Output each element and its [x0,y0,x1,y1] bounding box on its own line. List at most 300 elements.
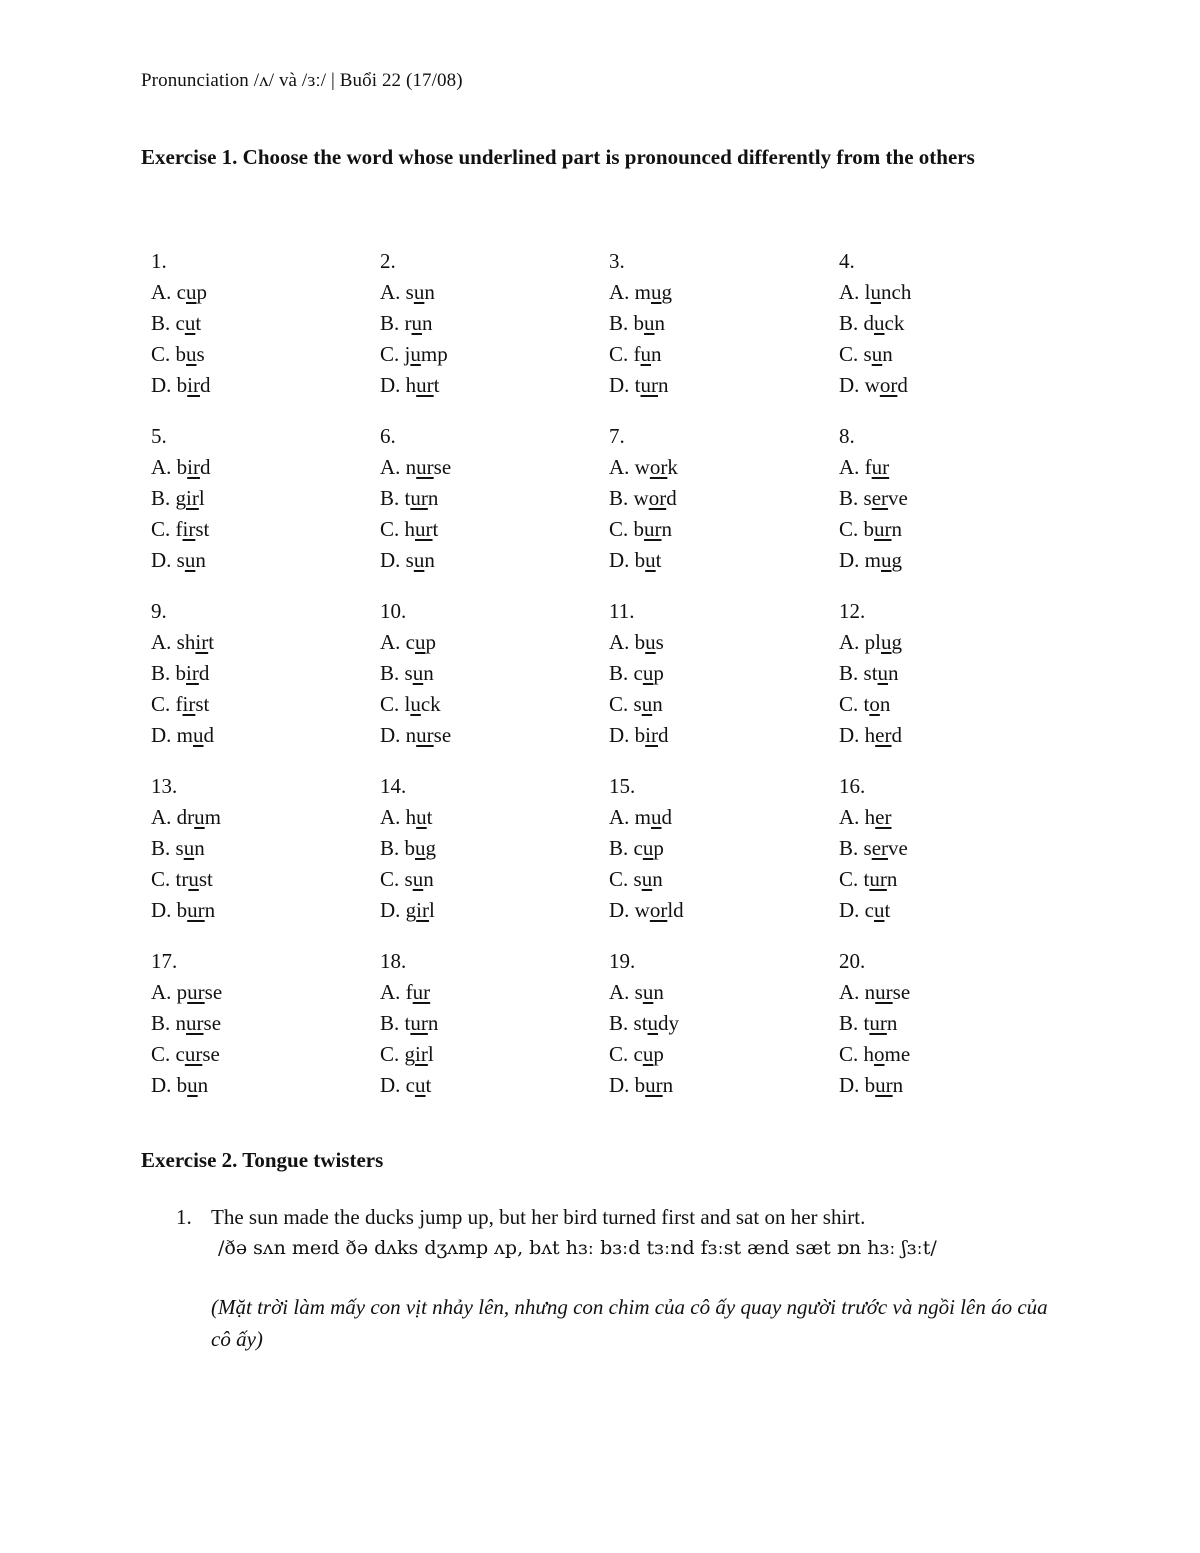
word-suffix: t [884,898,891,922]
word-prefix: s [175,836,184,860]
word-suffix: n [882,342,893,366]
word-prefix: b [176,1073,188,1097]
option-letter: C. [609,692,634,716]
question-block [609,946,839,1101]
underlined-part: u [870,280,882,304]
underlined-part: ir [195,630,209,654]
option-letter: C. [380,517,405,541]
word-prefix: b [633,517,645,541]
word-suffix: t [195,311,202,335]
tongue-twister-ipa: /ðə sʌn meɪd ðə dʌks dʒʌmp ʌp, bʌt hɜː bɜːd tɜːnd fɜːst ænd sæt ɒn hɜː ʃɜːt/ [218,1237,937,1259]
word-suffix: p [425,630,436,654]
question-block [609,596,839,751]
tongue-twister-sentence: The sun made the ducks jump up, but her bird turned first and sat on her shirt. [211,1205,866,1229]
option-letter: C. [380,1042,405,1066]
word-suffix: n [652,867,663,891]
underlined-part: u [415,1073,426,1097]
question-number: 19. [609,949,636,973]
answer-option [839,1008,1068,1039]
answer-option [609,1070,839,1101]
word-suffix: k [667,455,678,479]
option-letter: B. [380,486,405,510]
answer-option [609,1039,839,1070]
word-prefix: st [633,1011,648,1035]
word-suffix: ve [888,486,908,510]
underlined-part: ir [187,373,200,397]
word-prefix: dr [176,805,195,829]
word-prefix: s [405,548,414,572]
word-prefix: c [633,1042,643,1066]
answer-option [380,720,609,751]
word-prefix: c [175,311,185,335]
underlined-part: ur [869,867,887,891]
word-prefix: st [863,661,878,685]
word-prefix: pl [864,630,882,654]
option-letter: B. [151,836,176,860]
answer-option [839,370,1068,401]
word-suffix: dy [658,1011,680,1035]
option-letter: C. [151,517,176,541]
underlined-part: u [642,836,654,860]
underlined-part: ur [187,980,205,1004]
question-block [380,246,609,401]
word-prefix: t [634,373,641,397]
question-number: 18. [380,949,407,973]
answer-option [839,895,1068,926]
word-suffix: d [658,723,669,747]
answer-option [151,1008,380,1039]
word-prefix: s [404,661,413,685]
option-letter: C. [609,1042,634,1066]
underlined-part: u [644,311,655,335]
word-suffix: se [433,455,452,479]
answer-option [609,1008,839,1039]
answer-option [151,277,380,308]
option-letter: A. [151,980,177,1004]
answer-option [151,658,380,689]
word-prefix: b [634,548,646,572]
word-prefix: b [175,342,187,366]
answer-option [151,802,380,833]
word-prefix: b [634,630,646,654]
answer-option [151,720,380,751]
underlined-part: ir [415,1042,428,1066]
answer-option [151,308,380,339]
answer-option [151,895,380,926]
underlined-part: ir [186,486,199,510]
underlined-part: er [871,486,889,510]
word-suffix: n [194,836,205,860]
answer-option [609,483,839,514]
word-prefix: b [634,1073,646,1097]
answer-option [839,339,1068,370]
question-number: 17. [151,949,178,973]
word-prefix: c [864,898,874,922]
underlined-part: ir [186,661,199,685]
underlined-part: o [874,1042,885,1066]
answer-option [609,545,839,576]
underlined-part: u [641,692,653,716]
underlined-part: u [647,1011,659,1035]
word-prefix: n [864,980,876,1004]
option-letter: D. [380,898,406,922]
underlined-part: u [187,1073,198,1097]
option-letter: B. [380,311,405,335]
underlined-part: u [412,661,424,685]
option-letter: B. [839,486,864,510]
word-suffix: s [196,342,205,366]
word-suffix: t [208,630,215,654]
answer-option [380,895,609,926]
answer-option [380,514,609,545]
word-prefix: n [405,723,417,747]
option-letter: A. [380,630,406,654]
word-suffix: g [661,280,673,304]
word-prefix: f [864,455,872,479]
answer-option [151,977,380,1008]
word-prefix: c [405,1073,415,1097]
word-suffix: n [195,548,206,572]
underlined-part: ur [416,455,434,479]
word-suffix: d [198,661,210,685]
option-letter: C. [839,342,864,366]
underlined-part: u [645,630,656,654]
word-suffix: l [198,486,205,510]
word-prefix: b [634,723,646,747]
word-prefix: h [405,373,417,397]
answer-option [839,308,1068,339]
word-suffix: d [897,373,908,397]
underlined-part: u [881,548,892,572]
word-prefix: w [864,373,880,397]
underlined-part: u [194,805,205,829]
answer-option [380,452,609,483]
word-suffix: s [655,630,664,654]
answer-option [609,339,839,370]
word-prefix: b [404,836,416,860]
word-suffix: n [424,280,435,304]
option-letter: D. [151,548,177,572]
underlined-part: ur [186,1011,204,1035]
word-prefix: tr [175,867,189,891]
answer-option [609,864,839,895]
word-prefix: f [405,980,413,1004]
answer-option [609,895,839,926]
word-suffix: n [422,311,433,335]
answer-option [151,545,380,576]
word-prefix: f [175,692,183,716]
word-prefix: t [863,867,870,891]
option-letter: C. [380,867,405,891]
word-suffix: n [892,1073,904,1097]
option-letter: C. [151,342,176,366]
word-suffix: st [198,867,213,891]
question-block [609,246,839,401]
word-suffix: t [655,548,662,572]
answer-option [609,802,839,833]
word-prefix: t [863,692,870,716]
option-letter: B. [839,661,864,685]
word-prefix: b [176,898,188,922]
word-prefix: h [864,805,876,829]
word-suffix: n [427,486,439,510]
question-block [380,596,609,751]
word-suffix: n [886,867,898,891]
underlined-part: u [184,548,196,572]
question-number: 14. [380,774,407,798]
option-letter: D. [380,548,406,572]
underlined-part: ur [874,517,892,541]
underlined-part: ur [415,517,433,541]
option-letter: B. [609,836,634,860]
answer-option [151,864,380,895]
question-grid [151,246,1068,1101]
answer-option [609,689,839,720]
word-prefix: m [634,805,652,829]
word-suffix: d [891,723,902,747]
word-prefix: w [634,455,650,479]
word-prefix: b [864,1073,876,1097]
answer-option [839,689,1068,720]
word-suffix: n [662,1073,674,1097]
word-prefix: c [633,836,643,860]
underlined-part: u [411,311,423,335]
underlined-part: ur [187,898,205,922]
option-letter: C. [609,517,634,541]
question-number: 20. [839,949,866,973]
option-letter: A. [609,630,635,654]
word-suffix: n [661,517,673,541]
word-suffix: n [653,980,664,1004]
answer-option [839,802,1068,833]
option-letter: B. [151,661,176,685]
option-letter: A. [609,455,635,479]
underlined-part: u [186,342,197,366]
option-letter: B. [839,1011,864,1035]
word-prefix: t [404,1011,411,1035]
answer-option [380,277,609,308]
answer-option [839,977,1068,1008]
answer-option [609,658,839,689]
underlined-part: u [645,548,656,572]
word-suffix: n [658,373,669,397]
answer-option [839,483,1068,514]
option-letter: D. [380,373,406,397]
option-letter: C. [839,1042,864,1066]
word-suffix: d [661,805,673,829]
word-suffix: d [200,373,211,397]
tongue-twister-number: 1. [176,1205,192,1229]
option-letter: D. [609,373,635,397]
answer-option [380,977,609,1008]
option-letter: A. [151,455,177,479]
question-block [151,596,380,751]
answer-option [151,452,380,483]
word-prefix: s [404,867,413,891]
word-prefix: s [634,980,643,1004]
underlined-part: u [184,311,196,335]
answer-option [839,864,1068,895]
underlined-part: or [879,373,898,397]
option-letter: D. [839,548,865,572]
option-letter: A. [609,805,635,829]
underlined-part: u [183,836,195,860]
word-suffix: m [204,805,222,829]
word-prefix: s [863,836,872,860]
underlined-part: ur [875,1073,893,1097]
word-suffix: l [427,1042,434,1066]
exercise-1-title: Exercise 1. Choose the word whose underlined part is pronounced differently from the others [141,145,975,169]
underlined-part: u [871,342,883,366]
tongue-twister-translation: (Mặt trời làm mấy con vịt nhảy lên, nhưng con chim của cô ấy quay người trước và ngồi lên áo của cô ấy) [211,1295,1048,1351]
word-suffix: ve [888,836,908,860]
word-prefix: n [175,1011,187,1035]
underlined-part: ur [416,373,434,397]
answer-option [380,1008,609,1039]
underlined-part: ir [182,692,196,716]
option-letter: D. [839,373,865,397]
word-suffix: g [425,836,437,860]
question-block [380,946,609,1101]
option-letter: A. [839,980,865,1004]
underlined-part: u [186,280,197,304]
word-suffix: n [654,311,666,335]
option-letter: B. [151,486,176,510]
word-prefix: t [404,486,411,510]
word-prefix: d [863,311,875,335]
word-suffix: n [423,661,434,685]
option-letter: C. [151,867,176,891]
underlined-part: u [877,661,889,685]
option-letter: B. [609,486,634,510]
word-suffix: se [433,723,452,747]
answer-option [380,1070,609,1101]
word-suffix: ld [667,898,684,922]
word-suffix: g [891,548,903,572]
underlined-part: u [413,280,425,304]
underlined-part: or [649,898,668,922]
word-suffix: se [204,980,223,1004]
question-block [839,421,1068,576]
option-letter: D. [380,723,406,747]
underlined-part: u [416,805,427,829]
question-block [151,246,380,401]
option-letter: D. [839,723,865,747]
word-prefix: g [405,898,417,922]
word-prefix: s [176,548,185,572]
answer-option [609,627,839,658]
word-suffix: n [427,1011,439,1035]
tongue-twister-body [211,1202,1071,1355]
word-suffix: nch [881,280,912,304]
word-suffix: d [203,723,215,747]
question-number: 7. [609,424,625,448]
option-letter: B. [609,1011,634,1035]
answer-option [609,833,839,864]
underlined-part: u [640,342,652,366]
question-number: 5. [151,424,167,448]
option-letter: C. [609,342,634,366]
underlined-part: u [642,661,654,685]
word-suffix: ck [420,692,441,716]
word-suffix: p [653,661,664,685]
answer-option [380,658,609,689]
option-letter: D. [609,1073,635,1097]
option-letter: B. [151,1011,176,1035]
option-letter: D. [380,1073,406,1097]
word-prefix: f [633,342,641,366]
underlined-part: u [651,805,662,829]
question-block [151,421,380,576]
answer-option [380,689,609,720]
word-prefix: m [634,280,652,304]
word-suffix: n [888,661,899,685]
word-prefix: c [633,661,643,685]
word-suffix: t [433,373,440,397]
word-suffix: t [425,1073,432,1097]
word-suffix: l [429,898,435,922]
word-prefix: b [633,311,645,335]
option-letter: A. [380,805,406,829]
answer-option [151,370,380,401]
underlined-part: u [641,867,653,891]
word-suffix: t [432,517,439,541]
answer-option [609,720,839,751]
word-prefix: b [863,517,875,541]
question-number: 2. [380,249,396,273]
option-letter: D. [609,723,635,747]
option-letter: D. [839,1073,865,1097]
word-suffix: n [652,692,663,716]
answer-option [839,720,1068,751]
word-prefix: g [175,486,187,510]
word-suffix: se [202,1042,220,1066]
word-prefix: s [633,867,642,891]
question-number: 6. [380,424,396,448]
option-letter: D. [609,548,635,572]
word-suffix: me [884,1042,911,1066]
question-number: 9. [151,599,167,623]
answer-option [380,483,609,514]
word-prefix: w [634,898,650,922]
option-letter: D. [609,898,635,922]
question-block [839,246,1068,401]
answer-option [380,308,609,339]
underlined-part: ir [645,723,658,747]
answer-option [609,977,839,1008]
question-block [609,771,839,926]
answer-option [839,1070,1068,1101]
option-letter: B. [609,311,634,335]
answer-option [839,277,1068,308]
underlined-part: u [193,723,204,747]
word-prefix: m [176,723,194,747]
option-letter: C. [609,867,634,891]
answer-option [380,1039,609,1070]
word-suffix: n [886,1011,898,1035]
option-letter: B. [380,661,405,685]
option-letter: A. [380,280,406,304]
word-prefix: l [404,692,411,716]
word-suffix: n [424,548,435,572]
word-suffix: n [651,342,662,366]
option-letter: A. [839,455,865,479]
answer-option [380,627,609,658]
question-number: 8. [839,424,855,448]
question-number: 16. [839,774,866,798]
question-number: 12. [839,599,866,623]
word-prefix: b [176,373,188,397]
